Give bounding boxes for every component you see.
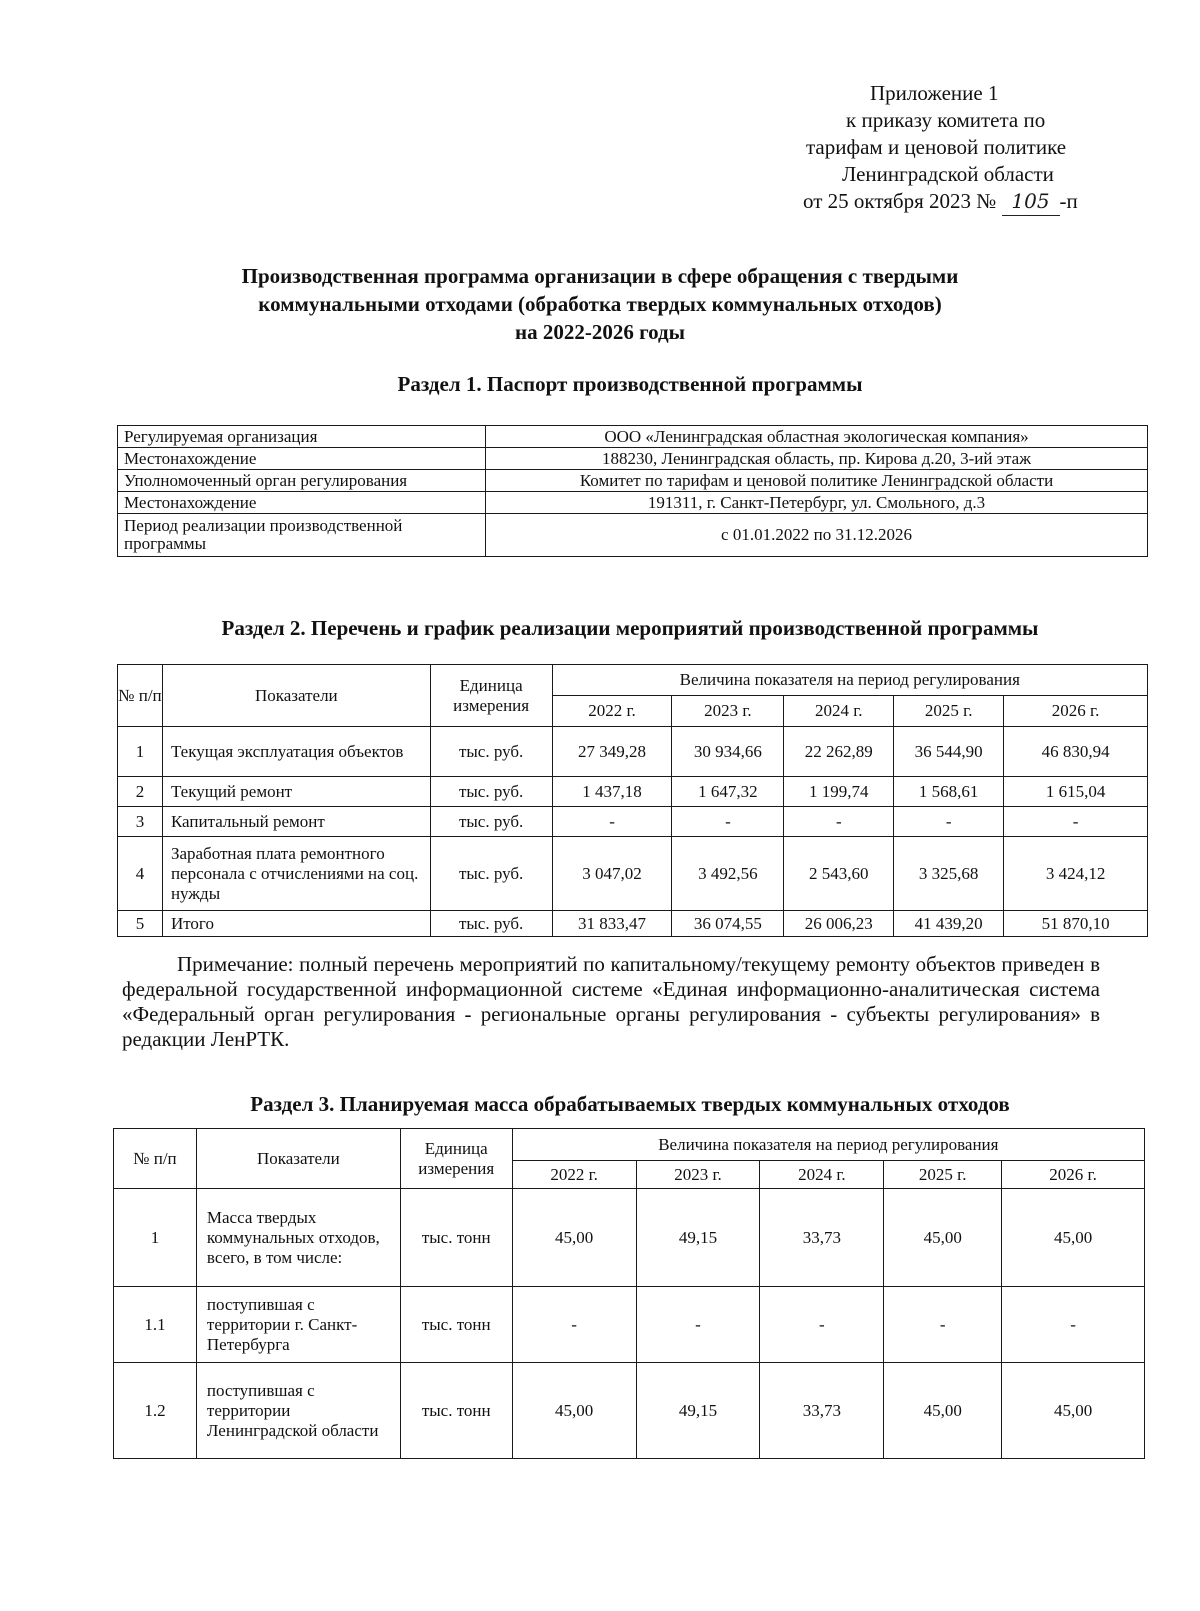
row-value: 3 325,68: [894, 837, 1004, 911]
program-table: [117, 664, 1148, 937]
table-row: [118, 448, 1148, 470]
row-value: 3 424,12: [1004, 837, 1148, 911]
row-value: 36 074,55: [672, 911, 784, 937]
row-value: 36 544,90: [894, 727, 1004, 777]
table-row: [118, 911, 1148, 937]
row-indicator: Масса твердых коммунальных отходов, всего, в том числе:: [196, 1189, 400, 1287]
row-value: 45,00: [1002, 1189, 1145, 1287]
title-line-3: на 2022-2026 годы: [514, 320, 686, 344]
row-value: 1 615,04: [1004, 777, 1148, 807]
row-value: 1 647,32: [672, 777, 784, 807]
col-header-year: 2025 г.: [884, 1161, 1002, 1189]
program-note: [122, 952, 1100, 1052]
row-num: 1.2: [114, 1363, 197, 1459]
col-header-unit: Единица измерения: [400, 1129, 512, 1189]
row-value: -: [636, 1287, 760, 1363]
appendix-line-2: к приказу комитета по: [846, 108, 1046, 132]
col-header-year: 2023 г.: [672, 696, 784, 727]
row-num: 1: [118, 727, 163, 777]
row-indicator: поступившая с территории Ленинградской области: [196, 1363, 400, 1459]
passport-label: Регулируемая организация: [118, 426, 486, 448]
col-header-period: Величина показателя на период регулирования: [512, 1129, 1144, 1161]
appendix-header: [700, 80, 1140, 216]
appendix-line-4: Ленинградской области: [842, 162, 1054, 186]
row-value: -: [894, 807, 1004, 837]
row-value: 33,73: [760, 1189, 884, 1287]
row-num: 2: [118, 777, 163, 807]
col-header-indicator: Показатели: [162, 665, 430, 727]
passport-label: Период реализации производственной программы: [118, 514, 486, 557]
row-value: 45,00: [512, 1363, 636, 1459]
appendix-line-3: тарифам и ценовой политике: [806, 135, 1067, 159]
table-header-row: [114, 1129, 1145, 1161]
row-num: 3: [118, 807, 163, 837]
row-num: 1: [114, 1189, 197, 1287]
col-header-year: 2024 г.: [784, 696, 894, 727]
row-value: 30 934,66: [672, 727, 784, 777]
row-value: 41 439,20: [894, 911, 1004, 937]
row-value: 45,00: [512, 1189, 636, 1287]
passport-value: Комитет по тарифам и ценовой политике Ленинградской области: [486, 470, 1148, 492]
passport-value: 191311, г. Санкт-Петербург, ул. Смольного, д.3: [486, 492, 1148, 514]
row-num: 4: [118, 837, 163, 911]
row-indicator: Итого: [162, 911, 430, 937]
row-indicator: Текущая эксплуатация объектов: [162, 727, 430, 777]
row-value: 1 199,74: [784, 777, 894, 807]
passport-value: 188230, Ленинградская область, пр. Кирова д.20, 3-ий этаж: [486, 448, 1148, 470]
table-row: [118, 807, 1148, 837]
row-indicator: поступившая с территории г. Санкт-Петербурга: [196, 1287, 400, 1363]
document-title: [80, 262, 1120, 346]
row-value: 22 262,89: [784, 727, 894, 777]
row-value: 51 870,10: [1004, 911, 1148, 937]
table-row: [118, 837, 1148, 911]
row-unit: тыс. руб.: [430, 837, 552, 911]
row-value: -: [1004, 807, 1148, 837]
row-value: -: [552, 807, 672, 837]
row-value: -: [760, 1287, 884, 1363]
row-value: 49,15: [636, 1189, 760, 1287]
row-unit: тыс. руб.: [430, 727, 552, 777]
col-header-year: 2026 г.: [1004, 696, 1148, 727]
row-unit: тыс. руб.: [430, 911, 552, 937]
row-value: 46 830,94: [1004, 727, 1148, 777]
title-line-2: коммунальными отходами (обработка твердых коммунальных отходов): [258, 292, 942, 316]
row-value: -: [1002, 1287, 1145, 1363]
col-header-year: 2024 г.: [760, 1161, 884, 1189]
row-value: 49,15: [636, 1363, 760, 1459]
table-row: [118, 777, 1148, 807]
title-line-1: Производственная программа организации в сфере обращения с твердыми: [241, 264, 959, 288]
col-header-year: 2025 г.: [894, 696, 1004, 727]
row-value: 33,73: [760, 1363, 884, 1459]
row-value: -: [672, 807, 784, 837]
table-row: [114, 1189, 1145, 1287]
section3-heading: Раздел 3. Планируемая масса обрабатываемых твердых коммунальных отходов: [250, 1092, 1010, 1116]
row-value: 1 437,18: [552, 777, 672, 807]
section2-heading: Раздел 2. Перечень и график реализации мероприятий производственной программы: [221, 616, 1039, 640]
passport-label: Уполномоченный орган регулирования: [118, 470, 486, 492]
order-number: 105: [1002, 188, 1060, 216]
row-value: 31 833,47: [552, 911, 672, 937]
appendix-line-1: Приложение 1: [870, 81, 999, 105]
row-value: 26 006,23: [784, 911, 894, 937]
table-row: [118, 727, 1148, 777]
col-header-year: 2022 г.: [512, 1161, 636, 1189]
col-header-unit: Единица измерения: [430, 665, 552, 727]
passport-label: Местонахождение: [118, 492, 486, 514]
table-row: [118, 426, 1148, 448]
order-date-line: [700, 188, 1140, 216]
row-indicator: Заработная плата ремонтного персонала с отчислениями на соц. нужды: [162, 837, 430, 911]
table-header-row: [118, 665, 1148, 696]
row-value: 27 349,28: [552, 727, 672, 777]
row-unit: тыс. тонн: [400, 1363, 512, 1459]
row-value: 45,00: [884, 1363, 1002, 1459]
row-value: 3 492,56: [672, 837, 784, 911]
row-num: 1.1: [114, 1287, 197, 1363]
row-value: 45,00: [1002, 1363, 1145, 1459]
col-header-year: 2026 г.: [1002, 1161, 1145, 1189]
row-value: 2 543,60: [784, 837, 894, 911]
passport-label: Местонахождение: [118, 448, 486, 470]
row-unit: тыс. руб.: [430, 807, 552, 837]
row-indicator: Текущий ремонт: [162, 777, 430, 807]
section1-heading: Раздел 1. Паспорт производственной программы: [397, 372, 863, 396]
table-row: [118, 470, 1148, 492]
table-row: [114, 1287, 1145, 1363]
row-unit: тыс. тонн: [400, 1287, 512, 1363]
row-unit: тыс. тонн: [400, 1189, 512, 1287]
order-number-suffix: -п: [1059, 189, 1078, 213]
note-text: Примечание: полный перечень мероприятий по капитальному/текущему ремонту объектов приведен в федеральной государственной информационной системе «Единая информационно-аналитическая система «Федеральный орган регулирования - региональные органы регулирования - субъекты регулирования» в редакции ЛенРТК.: [122, 952, 1100, 1051]
row-value: -: [784, 807, 894, 837]
passport-table: [117, 425, 1148, 557]
row-value: -: [512, 1287, 636, 1363]
order-date: от 25 октября 2023 №: [803, 189, 997, 213]
row-value: -: [884, 1287, 1002, 1363]
col-header-num: № п/п: [114, 1129, 197, 1189]
table-row: [118, 492, 1148, 514]
row-value: 3 047,02: [552, 837, 672, 911]
table-row: [114, 1363, 1145, 1459]
col-header-period: Величина показателя на период регулирования: [552, 665, 1147, 696]
col-header-year: 2022 г.: [552, 696, 672, 727]
row-value: 45,00: [884, 1189, 1002, 1287]
row-value: 1 568,61: [894, 777, 1004, 807]
col-header-num: № п/п: [118, 665, 163, 727]
row-unit: тыс. руб.: [430, 777, 552, 807]
col-header-indicator: Показатели: [196, 1129, 400, 1189]
passport-value: с 01.01.2022 по 31.12.2026: [486, 514, 1148, 557]
table-row: [118, 514, 1148, 557]
col-header-year: 2023 г.: [636, 1161, 760, 1189]
passport-value: ООО «Ленинградская областная экологическая компания»: [486, 426, 1148, 448]
row-indicator: Капитальный ремонт: [162, 807, 430, 837]
waste-mass-table: [113, 1128, 1145, 1459]
row-num: 5: [118, 911, 163, 937]
